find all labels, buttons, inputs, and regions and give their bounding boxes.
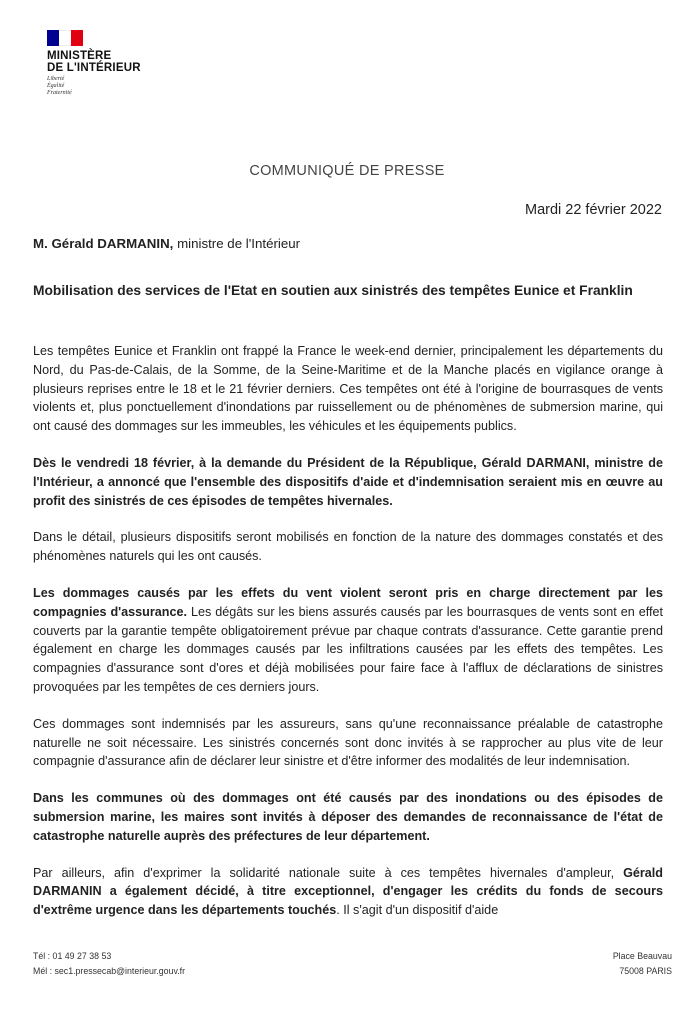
- footer-phone: Tél : 01 49 27 38 53: [33, 951, 112, 961]
- press-headline: Mobilisation des services de l'Etat en soutien aux sinistrés des tempêtes Eunice et Franklin: [33, 283, 633, 298]
- paragraph-2: Dès le vendredi 18 février, à la demande du Président de la République, Gérald DARMANI, ministre de l'Intérieur, a annoncé que l'ensemble des dispositifs d'aide et d'indemnisation seraient mis en œuvre au profit des sinistrés de ces épisodes de tempêtes hivernales.: [33, 455, 663, 508]
- paragraph-7-end: . Il s'agit d'un dispositif d'aide: [336, 903, 499, 918]
- paragraph-5: Ces dommages sont indemnisés par les assureurs, sans qu'une reconnaissance préalable de catastrophe naturelle ne soit nécessaire. Les sinistrés concernés sont donc invités à se rapprocher au plus vite de leur compagnie d'assurance afin de déclarer leur sinistre et d'être informer des modalités de leur indemnisation.: [33, 716, 663, 769]
- paragraph-7-bold: Gérald DARMANIN a également décidé, à titre exceptionnel, d'engager les crédits du fonds de secours d'extrême urgence dans les départements touchés: [33, 865, 663, 918]
- minister-line: [33, 236, 300, 251]
- motto-egalite: Égalité: [47, 83, 65, 89]
- document-date: Mardi 22 février 2022: [524, 202, 662, 218]
- motto-liberte: Liberté: [47, 76, 65, 82]
- footer-address: [613, 949, 672, 979]
- footer-address-line2: 75008 PARIS: [619, 966, 672, 976]
- ministry-name-line2: DE L'INTÉRIEUR: [47, 62, 141, 74]
- ministry-logo: [47, 30, 167, 97]
- paragraph-1: Les tempêtes Eunice et Franklin ont frappé la France le week-end dernier, principalement les départements du Nord, du Pas-de-Calais, de la Somme, de la Seine-Maritime et de la Manche placés en vigilance orange à plusieurs reprises entre le 18 et le 21 février derniers. Ces tempêtes ont été à l'origine de bourrasques de vents violents et, plus ponctuellement d'inondations par ruissellement ou de phénomènes de submersion marine, qui ont causé des dommages sur les immeubles, les véhicules et les équipements publics.: [33, 344, 663, 434]
- document-type-title: COMMUNIQUÉ DE PRESSE: [249, 163, 445, 179]
- paragraph-4-bold: Les dommages causés par les effets du vent violent seront pris en charge directement par les compagnies d'assurance.: [33, 585, 663, 619]
- republic-motto: [47, 76, 167, 97]
- motto-fraternite: Fraternité: [47, 90, 72, 96]
- paragraph-3: Dans le détail, plusieurs dispositifs seront mobilisés en fonction de la nature des dommages constatés et des phénomènes naturels qui les ont causés.: [33, 530, 663, 564]
- footer-address-line1: Place Beauvau: [612, 951, 672, 961]
- paragraph-4-rest: Les dégâts sur les biens assurés causés par les bourrasques de vents sont en effet couverts par la garantie tempête obligatoirement prévue par chaque contrats d'assurance. Cette garantie prend également en charge les dommages causés par les infiltrations causées par les effets des tempêtes. Les compagnies d'assurance sont d'ores et déjà mobilisées pour faire face à l'afflux de déclarations de sinistres provoquées par les tempêtes de ces derniers jours.: [33, 604, 664, 694]
- footer-email: Mél : sec1.pressecab@interieur.gouv.fr: [33, 966, 186, 976]
- paragraph-4: [33, 584, 663, 697]
- minister-role: ministre de l'Intérieur: [173, 236, 301, 251]
- minister-name: M. Gérald DARMANIN,: [33, 236, 174, 251]
- paragraph-7: [33, 864, 663, 920]
- ministry-name: [47, 50, 167, 74]
- footer-contact: [33, 949, 185, 979]
- ministry-name-line1: MINISTÈRE: [47, 50, 112, 62]
- press-body: [33, 342, 663, 920]
- paragraph-7-start: Par ailleurs, afin d'exprimer la solidarité nationale suite à ces tempêtes hivernales d'ampleur,: [33, 865, 624, 880]
- paragraph-6: Dans les communes où des dommages ont été causés par des inondations ou des épisodes de submersion marine, les maires sont invités à déposer des demandes de reconnaissance de l'état de catastrophe naturelle auprès des préfectures de leur département.: [33, 791, 663, 843]
- french-flag-icon: [47, 30, 83, 46]
